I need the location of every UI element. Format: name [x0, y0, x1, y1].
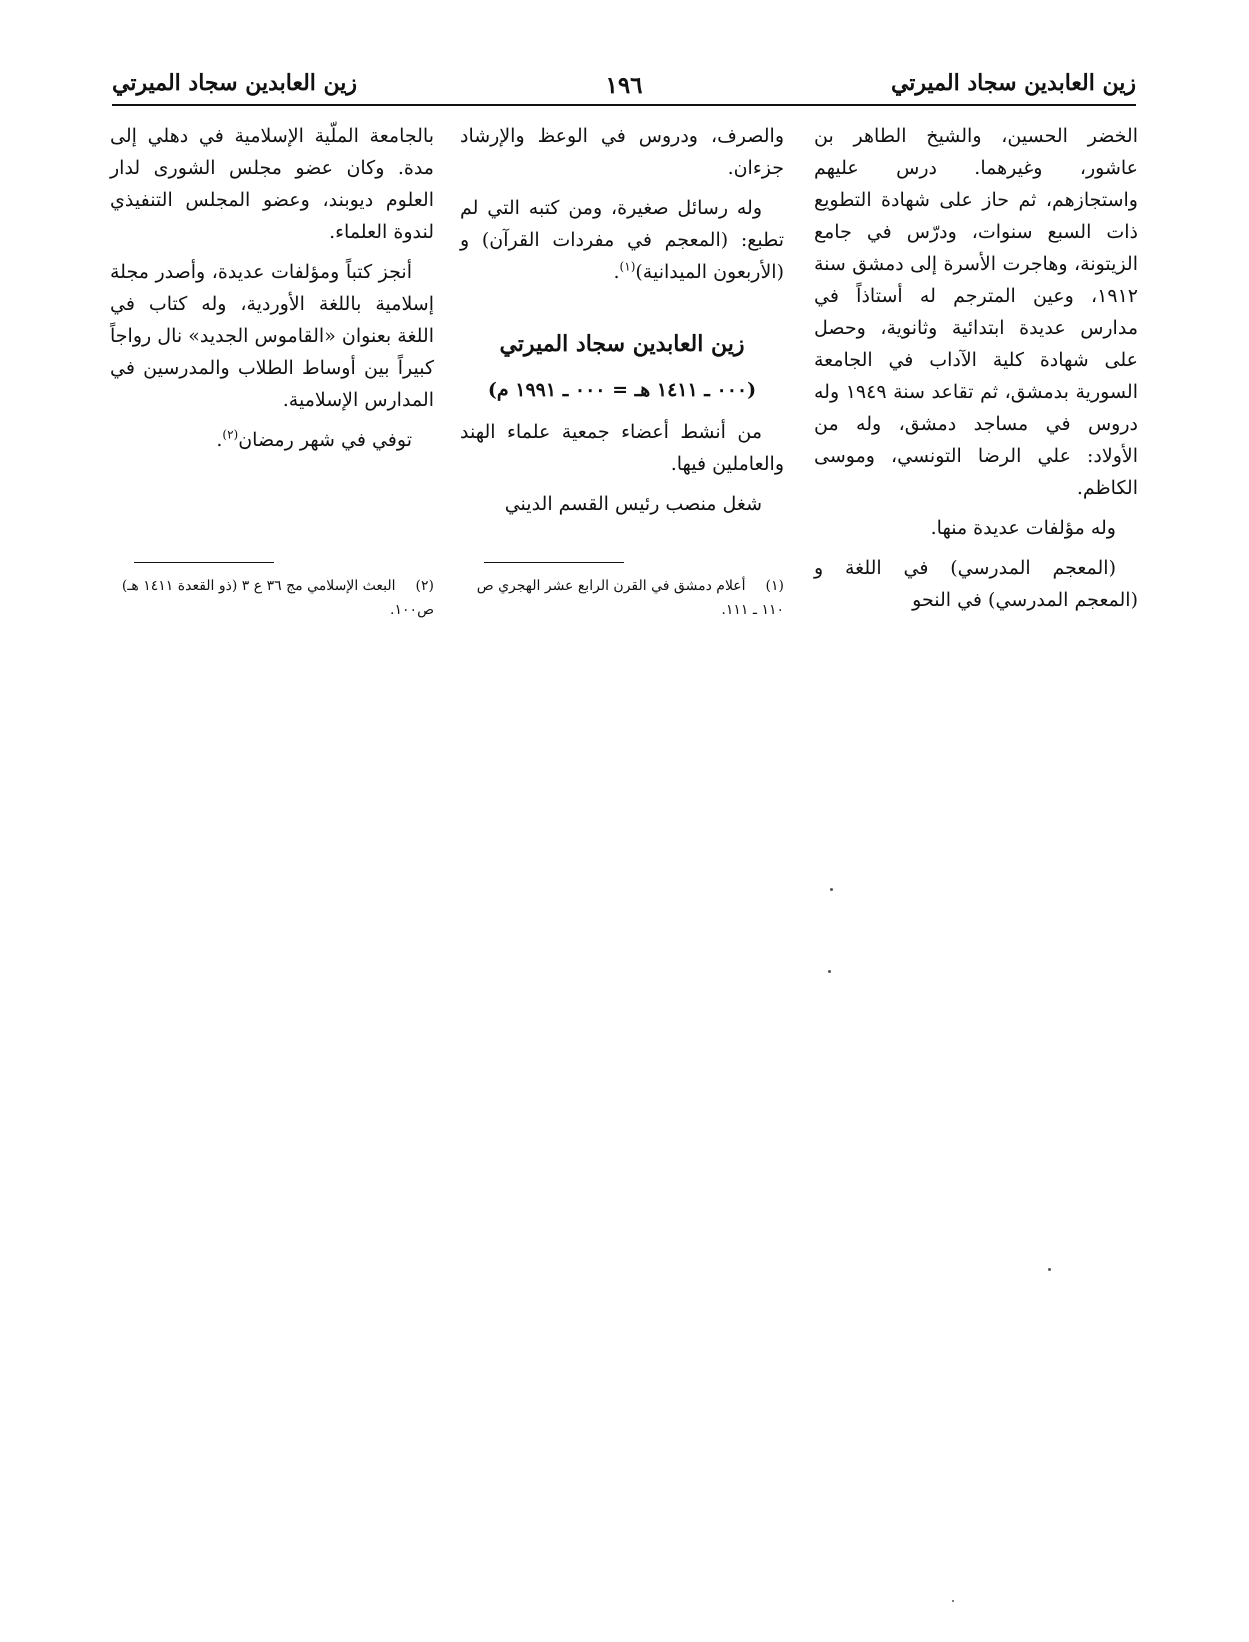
footnote-ref: (٢) — [222, 427, 239, 442]
footnote-text: البعث الإسلامي مج ٣٦ ع ٣ (ذو القعدة ١٤١١ هـ) ص١٠٠. — [121, 578, 434, 618]
scan-speck — [1048, 1268, 1051, 1271]
footnote-text: أعلام دمشق في القرن الرابع عشر الهجري ص ١١٠ ـ ١١١. — [476, 578, 784, 618]
column-middle — [460, 120, 784, 528]
paragraph — [110, 424, 434, 456]
footnote-2 — [110, 574, 434, 622]
paragraph: الخضر الحسين، والشيخ الطاهر بن عاشور، وغيرهما. درس عليهم واستجازهم، ثم حاز على شهادة التطويع ذات السبع سنوات، ودرّس في جامع الزيتونة، وهاجرت الأسرة إلى دمشق سنة ١٩١٢، وعين المترجم له أستاذاً في مدارس عديدة ابتدائية وثانوية، وحصل على شهادة كلية الآداب في الجامعة السورية بدمشق، ثم تقاعد سنة ١٩٤٩ وله دروس في مساجد دمشق، وله من الأولاد: علي الرضا التونسي، وموسى الكاظم. — [814, 125, 1138, 499]
footnote-number: (١) — [765, 578, 784, 594]
paragraph: شغل منصب رئيس القسم الديني — [504, 493, 762, 515]
footnote-rule — [484, 562, 624, 563]
paragraph-text: وله رسائل صغيرة، ومن كتبه التي لم تطبع: (المعجم في مفردات القرآن) و (الأربعون الميدانية) — [460, 197, 784, 283]
paragraph — [460, 192, 784, 288]
footnote-ref: (١) — [619, 259, 636, 274]
running-head-right: زين العابدين سجاد الميرتي — [890, 70, 1136, 96]
running-head-left: زين العابدين سجاد الميرتي — [112, 70, 358, 96]
paragraph: وله مؤلفات عديدة منها. — [930, 517, 1116, 539]
paragraph: من أنشط أعضاء جمعية علماء الهند والعاملين فيها. — [460, 421, 784, 475]
column-right — [814, 120, 1138, 624]
footnote-1 — [460, 574, 784, 622]
page-number: ١٩٦ — [605, 72, 643, 99]
scan-speck — [828, 970, 831, 973]
column-left — [110, 120, 434, 464]
running-head — [112, 62, 1136, 108]
paragraph: بالجامعة الملّية الإسلامية في دهلي إلى مدة. وكان عضو مجلس الشورى لدار العلوم ديوبند، وعضو المجلس التنفيذي لندوة العلماء. — [110, 125, 434, 243]
paragraph: والصرف، ودروس في الوعظ والإرشاد جزءان. — [460, 125, 784, 179]
paragraph-end: . — [216, 429, 223, 451]
paragraph-end: . — [613, 261, 620, 283]
paragraph: (المعجم المدرسي) في اللغة و (المعجم المدرسي) في النحو — [814, 557, 1138, 611]
footnote-number: (٢) — [415, 578, 434, 594]
paragraph: أنجز كتباً ومؤلفات عديدة، وأصدر مجلة إسلامية باللغة الأوردية، وله كتاب في اللغة بعنوان «القاموس الجديد» نال رواجاً كبيراً بين أوساط الطلاب والمدرسين في المدارس الإسلامية. — [110, 261, 434, 411]
entry-title: زين العابدين سجاد الميرتي — [499, 331, 745, 357]
header-rule — [112, 104, 1136, 106]
scan-speck — [830, 888, 833, 891]
entry-dates: (٠٠٠ ـ ١٤١١ هـ = ٠٠٠ ـ ١٩٩١ م) — [487, 379, 757, 401]
paragraph-text: توفي في شهر رمضان — [238, 429, 412, 451]
footnote-rule — [134, 562, 274, 563]
scan-speck — [952, 1600, 954, 1602]
